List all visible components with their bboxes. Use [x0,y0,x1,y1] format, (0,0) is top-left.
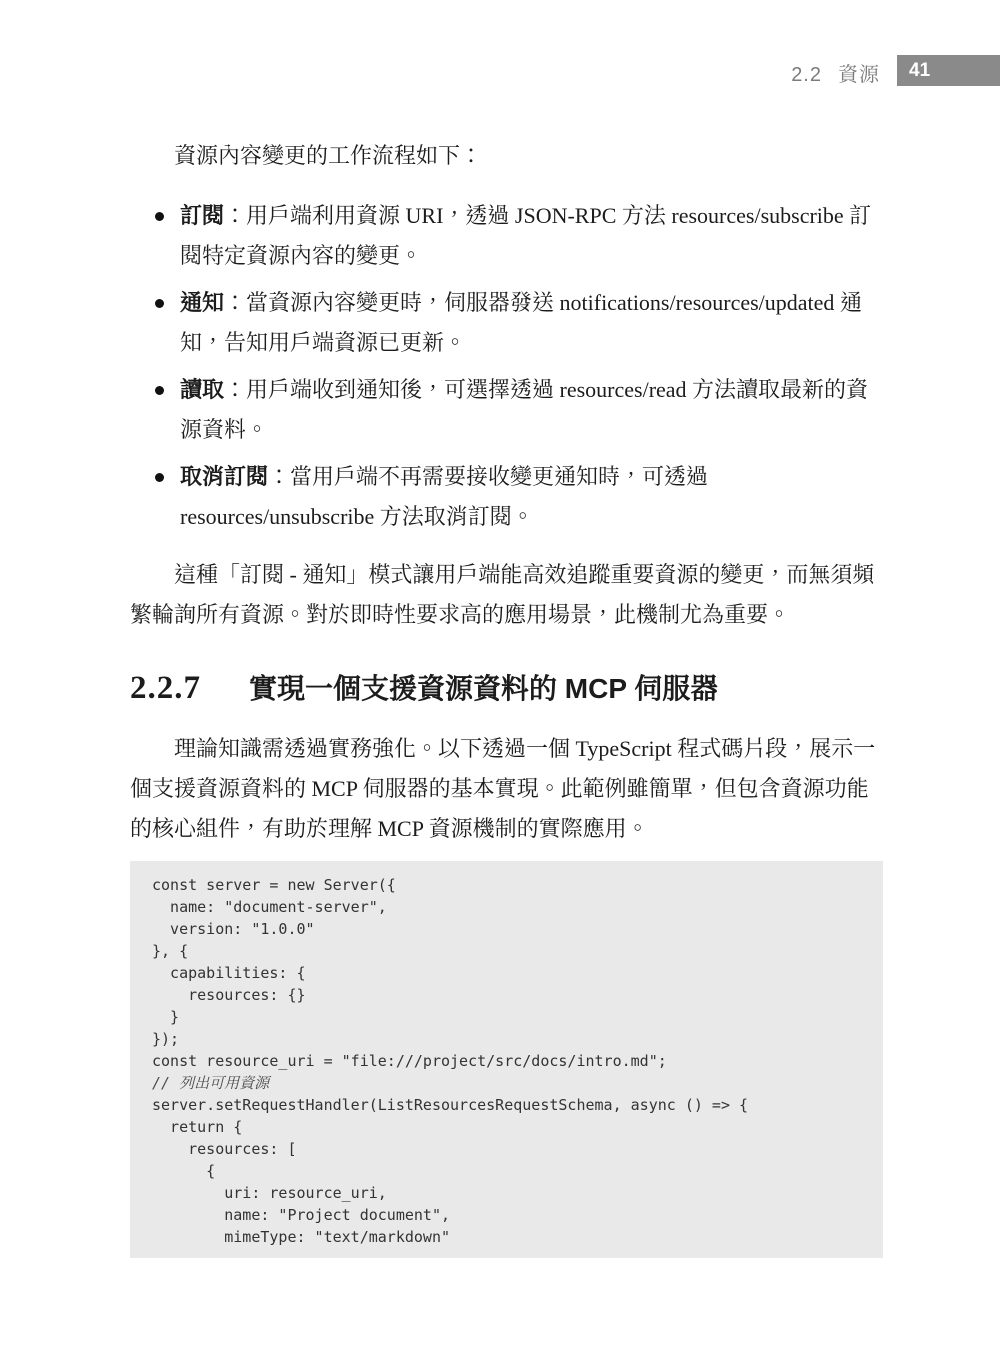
bullet-dot-icon [155,212,164,221]
workflow-bullet [180,196,883,276]
code-line: }); [152,1030,180,1048]
page-number-badge [897,55,1000,86]
code-line: // 列出可用資源 [152,1074,270,1092]
page-content [130,140,883,1258]
code-line: resources: [ [152,1140,297,1158]
running-header-section-title: 資源 [838,64,880,86]
code-line: { [152,1162,216,1180]
bullet-term: 取消訂閱 [180,464,269,489]
page-number: 41 [909,60,931,81]
section-heading [130,667,883,707]
bullet-description: ：當用戶端不再需要接收變更通知時，可透過 resources/unsubscribe 方法取消訂閱。 [180,464,709,529]
workflow-bullet-list [130,196,883,537]
code-line: const server = new Server({ [152,876,396,894]
code-line: } [152,1008,180,1026]
code-line: capabilities: { [152,964,306,982]
code-line: name: "document-server", [152,898,387,916]
code-line: uri: resource_uri, [152,1184,387,1202]
practice-paragraph: 理論知識需透過實務強化。以下透過一個 TypeScript 程式碼片段，展示一個支援資源資料的 MCP 伺服器的基本實現。此範例雖簡單，但包含資源功能的核心組件，有助於理解 MCP 資源機制的實際應用。 [130,736,876,841]
code-line: resources: {} [152,986,306,1004]
workflow-bullet [180,457,883,537]
code-line: name: "Project document", [152,1206,451,1224]
model-paragraph: 這種「訂閱 - 通知」模式讓用戶端能高效追蹤重要資源的變更，而無須頻繁輪詢所有資源。對於即時性要求高的應用場景，此機制尤為重要。 [130,562,875,627]
bullet-description: ：當資源內容變更時，伺服器發送 notifications/resources/updated 通知，告知用戶端資源已更新。 [180,290,862,355]
code-line: return { [152,1118,243,1136]
code-line: }, { [152,942,189,960]
code-line: version: "1.0.0" [152,920,315,938]
workflow-bullet [180,370,883,450]
running-header-section-number: 2.2 [791,64,822,86]
running-header [791,58,880,87]
bullet-term: 通知 [180,290,225,315]
code-block [130,861,883,1258]
bullet-dot-icon [155,299,164,308]
bullet-dot-icon [155,473,164,482]
bullet-dot-icon [155,386,164,395]
code-line: const resource_uri = "file:///project/src/docs/intro.md"; [152,1052,667,1070]
workflow-bullet [180,283,883,363]
bullet-description: ：用戶端利用資源 URI，透過 JSON-RPC 方法 resources/subscribe 訂閱特定資源內容的變更。 [180,203,872,268]
bullet-term: 讀取 [180,377,225,402]
bullet-description: ：用戶端收到通知後，可選擇透過 resources/read 方法讀取最新的資源資料。 [180,377,869,442]
section-heading-number: 2.2.7 [130,670,201,706]
bullet-term: 訂閱 [180,203,225,228]
intro-paragraph: 資源內容變更的工作流程如下： [174,143,483,168]
code-line: mimeType: "text/markdown" [152,1228,451,1246]
code-line: server.setRequestHandler(ListResourcesRequestSchema, async () => { [152,1096,749,1114]
section-heading-title: 實現一個支援資源資料的 MCP 伺服器 [249,673,719,704]
